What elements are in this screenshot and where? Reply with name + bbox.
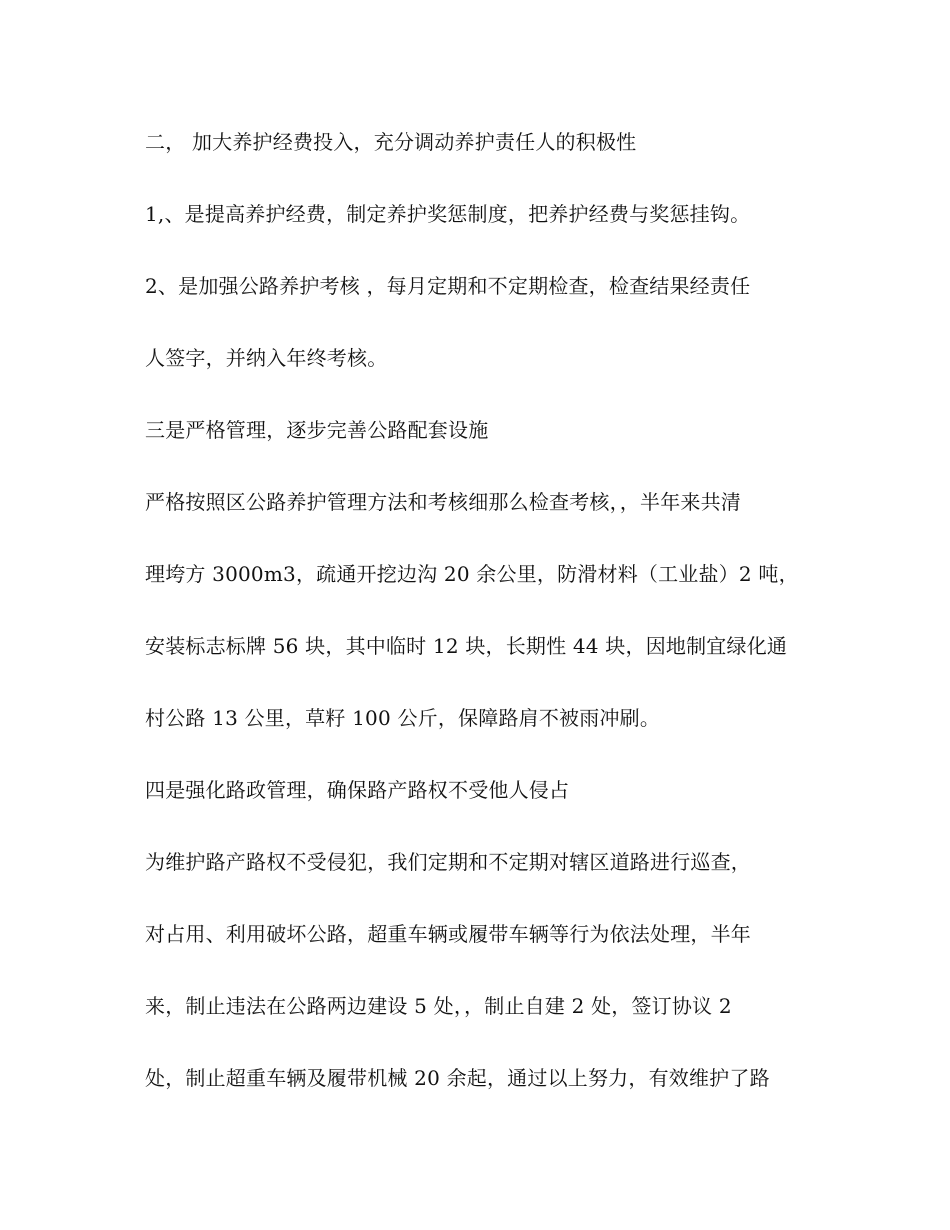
paragraph-line: 对占用、利用破坏公路，超重车辆或履带车辆等行为依法处理，半年 xyxy=(145,922,751,946)
paragraph-line: 人签字，并纳入年终考核。 xyxy=(145,346,388,370)
paragraph-line: 为维护路产路权不受侵犯，我们定期和不定期对辖区道路进行巡查， xyxy=(145,850,751,874)
section-heading-3: 三是严格管理，逐步完善公路配套设施 xyxy=(145,418,489,442)
paragraph-line: 1,、是提高养护经费，制定养护奖惩制度，把养护经费与奖惩挂钩。 xyxy=(145,202,751,226)
section-heading-2: 二， 加大养护经费投入，充分调动养护责任人的积极性 xyxy=(145,130,637,154)
section-heading-4: 四是强化路政管理，确保路产路权不受他人侵占 xyxy=(145,778,570,802)
paragraph-line: 来，制止违法在公路两边建设 5 处，，制止自建 2 处，签订协议 2 xyxy=(145,994,732,1018)
paragraph-line: 理垮方 3000m3，疏通开挖边沟 20 余公里，防滑材料（工业盐）2 吨， xyxy=(145,562,799,586)
paragraph-line: 处，制止超重车辆及履带机械 20 余起，通过以上努力，有效维护了路 xyxy=(145,1066,770,1090)
paragraph-line: 村公路 13 公里，草籽 100 公斤，保障路肩不被雨冲刷。 xyxy=(145,706,661,730)
paragraph-line: 安装标志标牌 56 块，其中临时 12 块，长期性 44 块，因地制宜绿化通 xyxy=(145,634,788,658)
paragraph-line: 严格按照区公路养护管理方法和考核细那么检查考核，，半年来共清 xyxy=(145,490,741,514)
paragraph-line: 2、是加强公路养护考核 ，每月定期和不定期检查，检查结果经责任 xyxy=(145,274,751,298)
